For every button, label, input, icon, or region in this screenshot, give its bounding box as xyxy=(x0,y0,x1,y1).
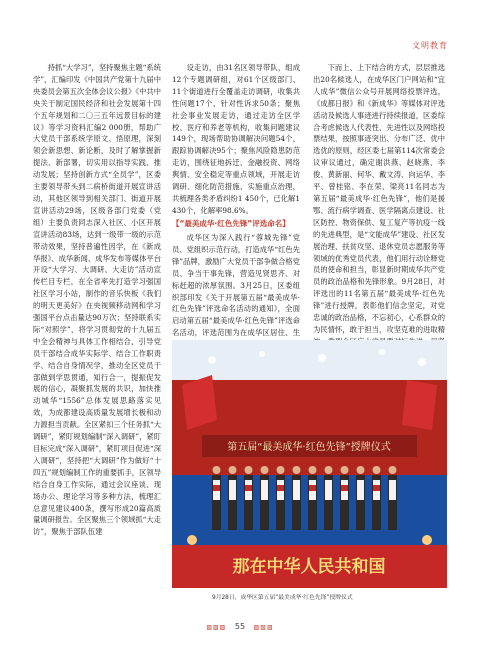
column-1-text: 持抓“大学习”，坚持聚焦主题“系统学”，汇编印发《中国共产党第十九届中央委员会第五次全体会议公报》《中共中央关于制定国民经济和社会发展第十四个五年规划和二〇三五年远景目标的建议》等学习资料汇编2 000册，帮助广大党员干部系统学原文、悟原理，深刻领会新思想、新论断，及时了解掌握新提法、新部署，切实用以指导实践、推动发展；坚持创新方式“全员学”，区委主要领导带头到二病桥街道开展宣讲活动，其他区领导到相关部门、街道开展宣讲活动29场，区级各部门党委（党组）主要负责同志深入社区、小区开展宣讲活动83场，达到一级带一级的示范带动效果，坚持普遍性因学，在《新成华报》、成华新闻、成华发布等媒体平台开设“大学习、大调研、大走访”活动宣传栏目专栏，在全省率先打造学习强国社区学习小站，制作的音乐快板《我们的明天更美好》在央视频移动网和学习强国平台点击量达90万次；坚持联系实际“对照学”，将学习贯彻党的十九届五中全会精神与具体工作相结合，引导党员干部结合成华实际学、结合工作职责学、结合自身情况学，推动全区党员干部做到学思贯通，知行合一，提振促发展的信心，凝聚抓发展的共识，加快推动城华“1556”总体发展思路落实见效，为成都建设高质量发展增长极和动力源担当贡献。全区紧扣三个任务抓“大调研”，紧盯规划编制“深入调研”，紧盯目标完成“深入调研”，紧盯项目促进“深入调研”，坚持把“大调研”作为做好“十四五”规划编制工作的重要抓手，区领导结合自身工作实际，通过会议座谈、现场办公、理论学习等多种方法，梳理汇总意见建议400条，撰写形成20篇高质量调研报告。全区聚焦三个领域抓“大走访”，聚焦于部队伍建 xyxy=(33,63,161,537)
column-2-text: 设走访，由31名区领导带队，组成12个专题调研组，对61个区级部门、11个街道进行全覆盖走访调研，收集共性问题17个、针对性诉求50条；聚焦社会事业发展走访，通过走访全区学校、医疗和养老等机构，收集问题建议149个，现场帮助协调解决问题54个，跟踪协调解决95个；聚焦风险隐患防范走访，围绕征地拆迁、金融投资、网络舆情、安全稳定等重点领域，开展走访调研、细化防范措施、实施重点治理，共梳理各类矛盾纠纷1 450个，已化解1 430个，化解率98.6%。 xyxy=(172,63,300,215)
stage-screen-text: 第五届“最美成华·红色先锋”授牌仪式 xyxy=(227,442,391,453)
section-header-label: 文明教育 xyxy=(412,41,448,50)
footer-decoration-right: ▧▧▧ xyxy=(253,624,274,631)
column-2b-text: 成华区为深入践行“蓉城先锋”党员、党组织示范行动，打造成华“红色先锋”品牌，激励广大党员干部争做合格党员、争当干事先锋，营造见贤思齐、对标赶超的浓厚氛围。3月25日，区委组织部印发《关于开展第五届“最美成华·红色先锋”评选命名活动的通知》，全面启动第五届“最美成华·红色先锋”评选命名活动，评选范围为在成华区居住、生 xyxy=(172,233,300,338)
footer-decoration-left: ▧▧▧ xyxy=(206,624,227,631)
photo-caption: 9月28日，成华区第五届“最美成华·红色先锋”授牌仪式 xyxy=(212,595,353,601)
page-footer xyxy=(0,622,480,631)
article-column-1 xyxy=(33,62,161,622)
ceremony-photo-illustration xyxy=(172,340,447,588)
page-number: 55 xyxy=(234,622,246,631)
front-banner-text: 那在中华人民共和国 xyxy=(232,557,386,577)
column-3-text: 下而上、上下结合的方式，层层推选出20名候选人，在成华区门户网站和“宜人成华”微信公众号开展网络投票评选，《成都日报》和《新成华》等媒体对评选活动及候选人事迹进行持续报道，区委综合考虑候选人代表性、先进性以及网络投票结果，按照事迹突出、分布广泛、优中选优的原则，经区委七届第114次常委会议审议通过，确定谢洪燕、赵晓燕、李俊、黄新丽、何华、戴文涛、向运华、李平、曾桂铭、李在荣、梁亮11名同志为第五届“最美成华·红色先锋”，他们是援鄂、流行病学调查、医学隔离点建设、社区防控、物资保供、复工复产等抗疫一线的先进典型，是“文能成华”建设、社区发展治理、扶贫攻坚、退休党员志愿服务等领域的优秀党员代表，他们用行动诠释党员的使命和担当，彰显新时期成华共产党员的政治品格和先锋形象。9月28日，对评选出的11名第五届“最美成华·红色先锋”进行授牌，表彰他们信念坚定，对党忠诚的政治品格，不忘初心，心系群众的为民情怀，敢于担当，攻坚克难的进取精 xyxy=(313,63,445,334)
ceremony-photo xyxy=(172,340,447,588)
article-column-2b xyxy=(172,232,300,338)
section-title: 【“最美成华·红色先锋”评选命名】 xyxy=(172,219,290,228)
